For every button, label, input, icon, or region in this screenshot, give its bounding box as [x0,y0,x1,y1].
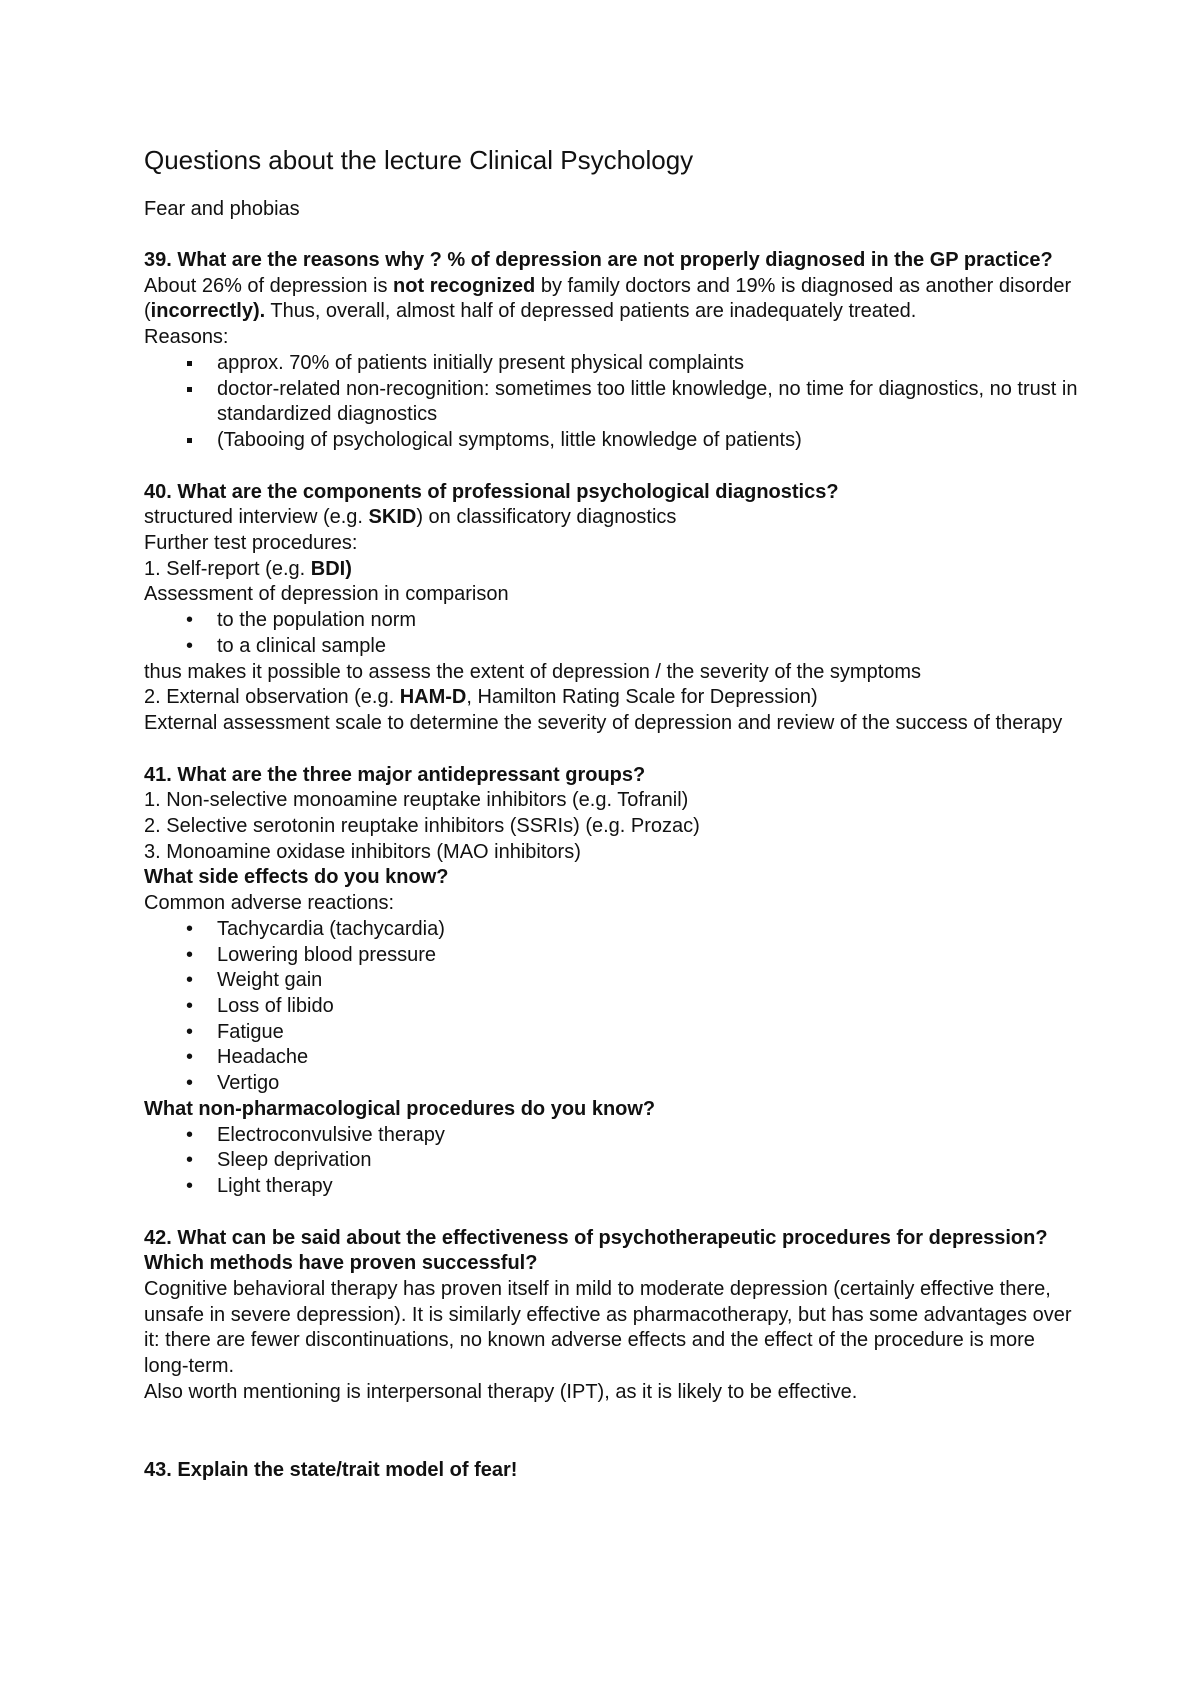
non-pharmacological-list [144,1123,1079,1200]
reasons-label: Reasons: [144,326,229,349]
antidepressant-group: 1. Non-selective monoamine reuptake inhibitors (e.g. Tofranil) [144,789,689,812]
answer-40-line: thus makes it possible to assess the extent of depression / the severity of the symptoms [144,660,922,683]
answer-40-line: Further test procedures: [144,532,358,555]
list-item: • Loss of libido [144,994,1079,1020]
answer-42-paragraph: Also worth mentioning is interpersonal therapy (IPT), as it is likely to be effective. [144,1380,858,1403]
antidepressant-group: 3. Monoamine oxidase inhibitors (MAO inhibitors) [144,840,581,863]
section-subtitle: Fear and phobias [144,198,300,220]
question-42-section [144,1226,1079,1406]
question-43: 43. Explain the state/trait model of fear! [144,1458,518,1481]
non-pharmacological-question: What non-pharmacological procedures do you know? [144,1097,656,1120]
reasons-list [144,351,1079,454]
antidepressant-group: 2. Selective serotonin reuptake inhibitors (SSRIs) (e.g. Prozac) [144,815,700,838]
list-item: • Electroconvulsive therapy [144,1123,1079,1149]
question-41: 41. What are the three major antidepressant groups? [144,763,646,786]
question-41-section [144,763,1079,1200]
list-item: doctor-related non-recognition: sometimes too little knowledge, no time for diagnostics, no trust in standardized diagnostics [144,377,1079,428]
answer-40-line: 2. External observation (e.g. HAM-D, Hamilton Rating Scale for Depression) [144,686,818,709]
list-item: • Vertigo [144,1071,1079,1097]
comparison-list [144,608,1079,659]
document-title: Questions about the lecture Clinical Psychology [144,145,694,175]
answer-40-line: 1. Self-report (e.g. BDI) [144,557,352,580]
question-40-section [144,480,1079,737]
list-item: • Sleep deprivation [144,1148,1079,1174]
list-item: • Tachycardia (tachycardia) [144,917,1079,943]
answer-42-paragraph: Cognitive behavioral therapy has proven itself in mild to moderate depression (certainly effective there, unsafe in severe depression). It is similarly effective as pharmacotherapy, but has some advantages over it: there are fewer discontinuations, no known adverse effects and the effect of the procedure is more long-term. [144,1278,1072,1378]
document-page [144,144,1079,1509]
list-item: • Headache [144,1045,1079,1071]
question-40: 40. What are the components of professional psychological diagnostics? [144,480,839,503]
list-item: • Weight gain [144,968,1079,994]
list-item: • to the population norm [144,608,1079,634]
list-item: • Light therapy [144,1174,1079,1200]
side-effects-label: Common adverse reactions: [144,892,395,915]
answer-40-line: Assessment of depression in comparison [144,583,509,606]
answer-40-line: External assessment scale to determine the severity of depression and review of the success of therapy [144,711,1063,734]
list-item: • Lowering blood pressure [144,943,1079,969]
answer-40-line: structured interview (e.g. SKID) on classificatory diagnostics [144,506,677,529]
side-effects-question: What side effects do you know? [144,866,449,889]
question-39-section [144,248,1079,454]
list-item: (Tabooing of psychological symptoms, little knowledge of patients) [144,428,1079,454]
answer-39-text: About 26% of depression is not recognized by family doctors and 19% is diagnosed as another disorder (incorrectly). Thus, overall, almost half of depressed patients are inadequately treated. [144,274,1072,323]
list-item: approx. 70% of patients initially present physical complaints [144,351,1079,377]
side-effects-list [144,917,1079,1097]
question-43-section [144,1458,1079,1484]
list-item: • to a clinical sample [144,634,1079,660]
list-item: • Fatigue [144,1020,1079,1046]
question-42: 42. What can be said about the effectiveness of psychotherapeutic procedures for depression? Which methods have proven successful? [144,1226,1048,1275]
question-39: 39. What are the reasons why ? % of depression are not properly diagnosed in the GP practice? [144,249,1053,271]
